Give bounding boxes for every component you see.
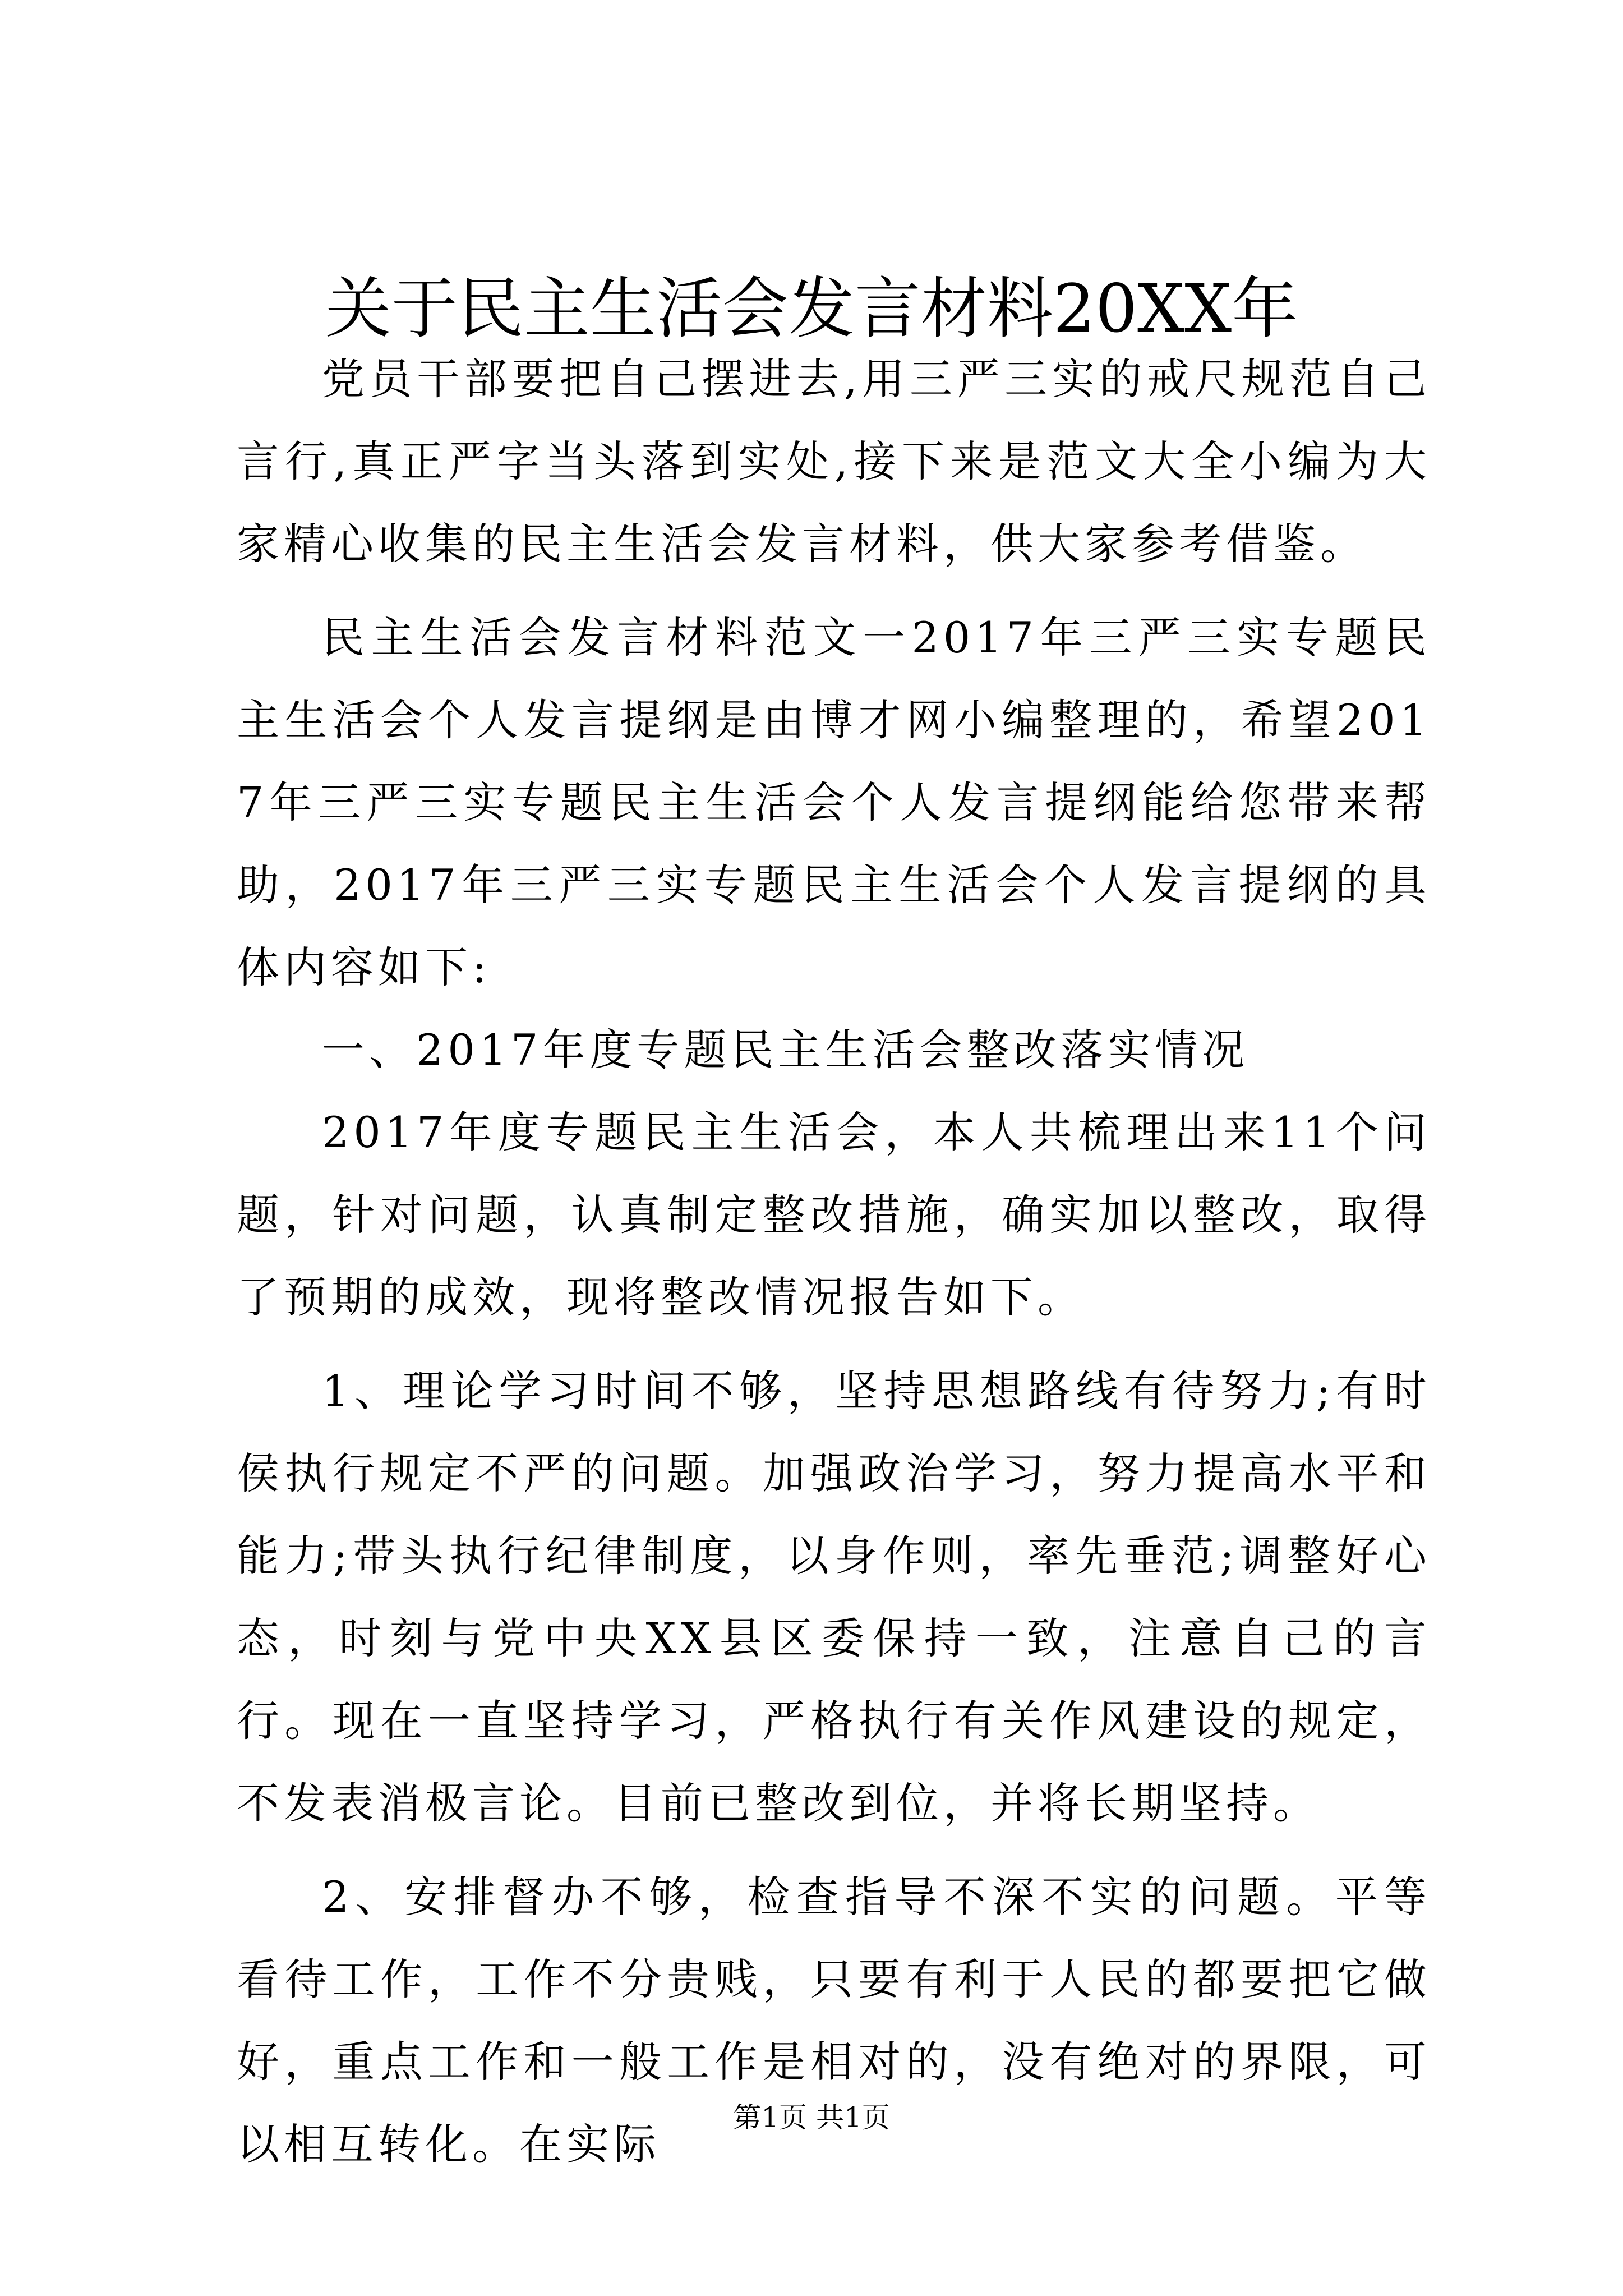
paragraph-heading-section-one: 一、2017年度专题民主生活会整改落实情况 [322, 1025, 1249, 1075]
paragraph-item-two: 2、安排督办不够，检查指导不深不实的问题。平等看待工作，工作不分贵贱，只要有利于人民的都要把它做好，重点工作和一般工作是相对的，没有绝对的界限，可以相互转化。在实际 [237, 1872, 1431, 2169]
paragraph-summary: 2017年度专题民主生活会，本人共梳理出来11个问题，针对问题，认真制定整改措施，确实加以整改，取得了预期的成效，现将整改情况报告如下。 [237, 1107, 1431, 1322]
document-title: 关于民主生活会发言材料20XX年 [325, 270, 1298, 347]
paragraph-intro: 党员干部要把自己摆进去,用三严三实的戒尺规范自己言行,真正严字当头落到实处,接下来是范文大全小编为大家精心收集的民主生活会发言材料，供大家参考借鉴。 [237, 354, 1431, 569]
page-footer: 第1页 共1页 [733, 2101, 890, 2134]
paragraph-item-one: 1、理论学习时间不够，坚持思想路线有待努力;有时侯执行规定不严的问题。加强政治学习，努力提高水平和能力;带头执行纪律制度，以身作则，率先垂范;调整好心态，时刻与党中央XX县区委保持一致，注意自己的言行。现在一直坚持学习，严格执行有关作风建设的规定，不发表消极言论。目前已整改到位，并将长期坚持。 [237, 1366, 1431, 1828]
paragraph-sample-one: 民主生活会发言材料范文一2017年三严三实专题民主生活会个人发言提纲是由博才网小编整理的，希望2017年三严三实专题民主生活会个人发言提纲能给您带来帮助，2017年三严三实专题民主生活会个人发言提纲的具体内容如下: [237, 613, 1431, 992]
document-body [237, 338, 1431, 2185]
